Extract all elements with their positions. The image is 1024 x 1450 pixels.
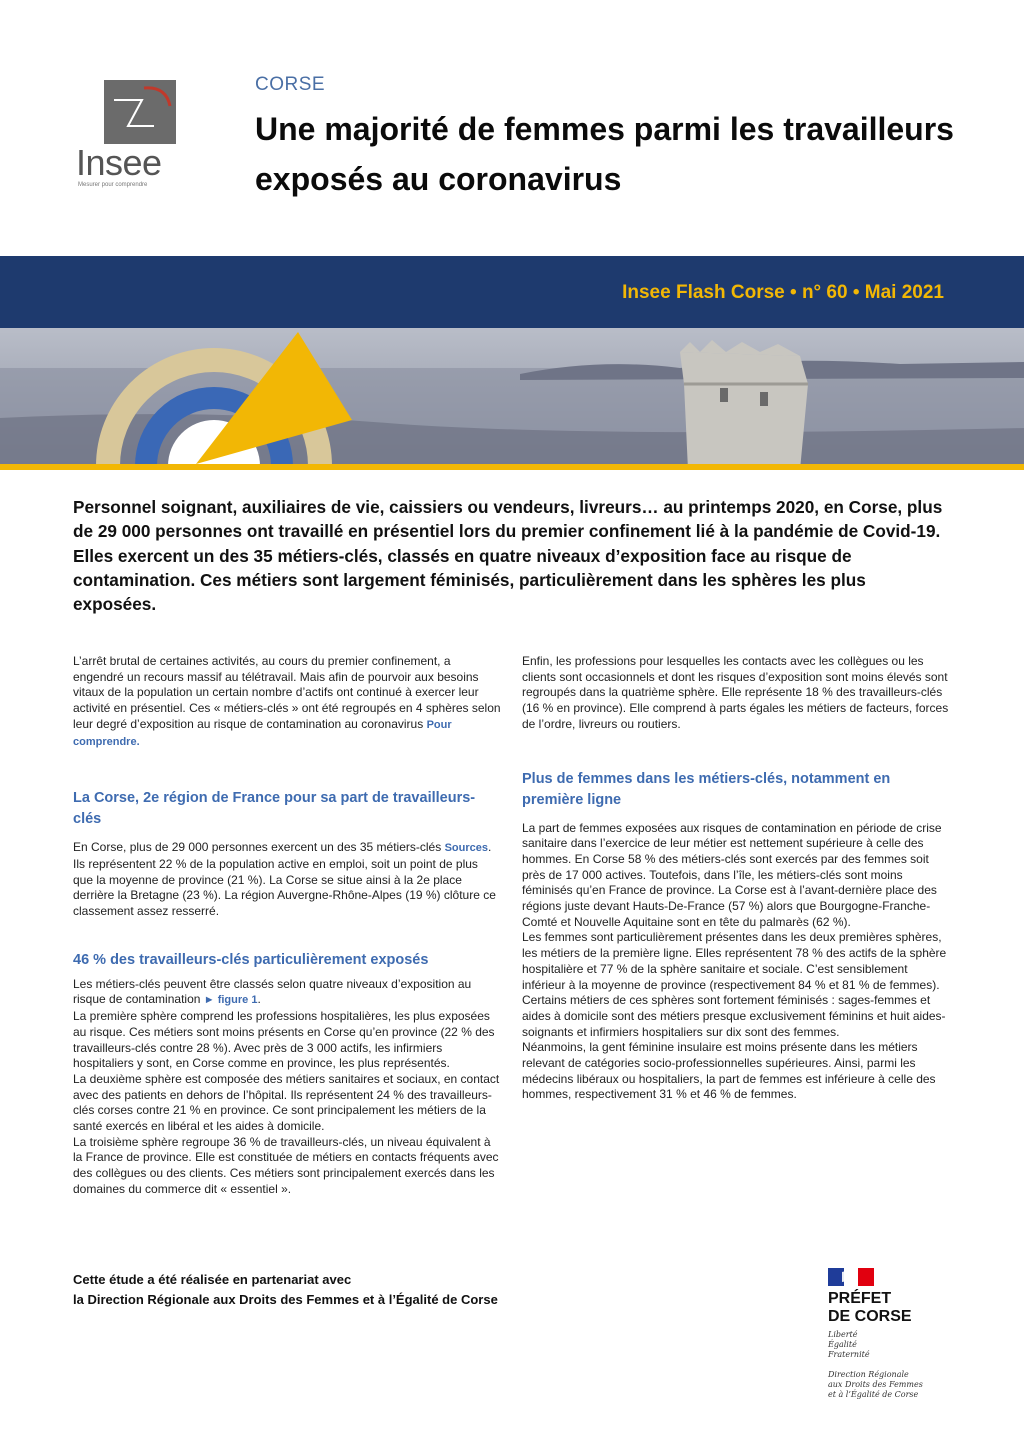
paragraph-sphere-4: Enfin, les professions pour lesquelles les contacts avec les collègues ou les clients sont occasionnels et dont les risques d’exposition sont moins élevés sont regroupés dans la quatrième sphère. Elle représente 18 % des travailleurs-clés (16 % en province). Elle comprend à parts égales les métiers de facteurs, forces de l’ordre, livreurs ou routiers. — [522, 654, 949, 731]
partnership-line-1: Cette étude a été réalisée en partenariat avec — [73, 1272, 352, 1287]
figure-1-link[interactable]: ► figure 1 — [203, 994, 258, 1007]
paragraph-women-first-line: Les femmes sont particulièrement présentes dans les deux premières sphères, les métiers de la première ligne. Elles représentent 78 % des actifs de la sphère hospitalière et 77 % de la sphère sanitaire et sociale. C’est sensiblement inférieur à la moyenne de province (respectivement 84 % et 81 % de femmes). Certains métiers de ces sphères sont fortement féminisés : sages-femmes et aides à domicile sont des métiers presque exclusivement féminins et huit aides-soignants et infirmiers hospitaliers sur dix sont des femmes. — [522, 930, 947, 1039]
publication-reference: Insee Flash Corse • n° 60 • Mai 2021 — [622, 282, 944, 303]
insee-logo-word: Insee — [76, 142, 162, 183]
page-title: Une majorité de femmes parmi les travailleurs exposés au coronavirus — [255, 111, 954, 197]
marianne-flag-icon — [828, 1268, 874, 1286]
paragraph-exposure-levels: Les métiers-clés peuvent être classés selon quatre niveaux d’exposition au risque de contamination ► figure 1. — [73, 976, 472, 1007]
regional-direction-name: Direction Régionale aux Droits des Femmes et à l’Égalité de Corse — [828, 1370, 923, 1399]
sources-link[interactable]: Sources — [444, 842, 488, 855]
insee-logo-tagline: Mesurer pour comprendre — [78, 182, 148, 188]
section-paragraph-corse-rank: En Corse, plus de 29 000 personnes exercent un des 35 métiers-clés Sources. Ils représentent 22 % de la population active en emploi, soit un point de plus que la moyenne de province (21 %). La Corse se situe ainsi à la 2e place derrière la Bretagne (23 %). La région Auvergne-Rhône-Alpes (19 %) clôture ce classement assez resserré. — [73, 840, 496, 919]
paragraph-sphere-1: La première sphère comprend les professions hospitalières, les plus exposées au risque. Ces métiers sont moins présents en Corse qu’en province (22 % des travailleurs-clés contre 28 %). Avec près de 3 000 actifs, les infirmiers hospitaliers y sont, en Corse comme en province, les plus représentés. — [73, 1009, 495, 1071]
right-column — [522, 654, 950, 1103]
banner-image — [0, 328, 1024, 470]
insee-logo — [76, 78, 184, 190]
section-heading-women: Plus de femmes dans les métiers-clés, notamment en première ligne — [522, 770, 891, 808]
intro-paragraph: L’arrêt brutal de certaines activités, au cours du premier confinement, a engendré un recours massif au télétravail. Mais afin de pourvoir aux besoins vitaux de la population un certain nombre d’actifs ont continué à exercer leur activité en présentiel. Ces « métiers-clés » ont été regroupés en 4 sphères selon leur degré d’exposition au risque de contamination au coronavirus Pour comprendre. — [73, 654, 501, 748]
lead-paragraph: Personnel soignant, auxiliaires de vie, caissiers ou vendeurs, livreurs… au printemps 2020, en Corse, plus de 29 000 personnes ont travaillé en présentiel lors du premier confinement lié à la pandémie de Covid-19. Elles exercent un des 35 métiers-clés, classés en quatre niveaux d’exposition face au risque de contamination. Ces métiers sont largement féminisés, particulièrement dans les sphères les plus exposées. — [73, 497, 943, 615]
insee-logo-mark — [104, 80, 176, 144]
republic-motto: Liberté Égalité Fraternité — [828, 1330, 870, 1359]
paragraph-women-share: La part de femmes exposées aux risques de contamination en période de crise sanitaire dans l’exercice de leur métier est nettement supérieure à celle des hommes. En Corse 58 % des métiers-clés sont exercés par des femmes soit près de 17 000 actives. Toutefois, dans l’île, les métiers-clés sont moins féminisés qu’en France de province. La Corse est à l’avant-dernière place des régions juste devant Hauts-De-France (57 %) alors que Bourgogne-Franche-Comté et Nouvelle Aquitaine sont en tête du palmarès (62 %). — [522, 820, 942, 929]
paragraph-sphere-2: La deuxième sphère est composée des métiers sanitaires et sociaux, en contact avec des patients en dehors de l’hôpital. Ils représentent 24 % des travailleurs-clés corses contre 21 % en province. Ce sont principalement les métiers de la santé exercés en libéral et les aides à domicile. — [73, 1071, 500, 1134]
region-label: CORSE — [255, 74, 326, 95]
prefet-title: PRÉFET DE CORSE — [828, 1290, 912, 1325]
partnership-note — [73, 1270, 498, 1310]
pour-comprendre-link[interactable]: Pour comprendre. — [73, 718, 452, 748]
banner-bottom-strip — [0, 464, 1024, 470]
paragraph-sphere-3: La troisième sphère regroupe 36 % de travailleurs-clés, un niveau équivalent à la France de province. Elle est constituée de métiers en contacts fréquents avec des collègues ou des clients. Ces métiers sont principalement exercés dans les domaines du commerce dit « essentiel ». — [73, 1134, 499, 1196]
banner-illustration — [0, 328, 1024, 470]
left-column — [73, 654, 501, 1198]
partnership-line-2: la Direction Régionale aux Droits des Femmes et à l’Égalité de Corse — [73, 1292, 498, 1307]
section-heading-corse-rank: La Corse, 2e région de France pour sa part de travailleurs-clés — [73, 790, 476, 828]
paragraph-women-higher-categories: Néanmoins, la gent féminine insulaire est moins présente dans les métiers relevant de catégories socio-professionnelles supérieures. Ainsi, parmi les médecins libéraux ou hospitaliers, la part de femmes est inférieure à celle des hommes, respectivement 31 % et 46 % de femmes. — [522, 1040, 936, 1102]
section-heading-exposure: 46 % des travailleurs-clés particulièrement exposés — [73, 951, 429, 968]
